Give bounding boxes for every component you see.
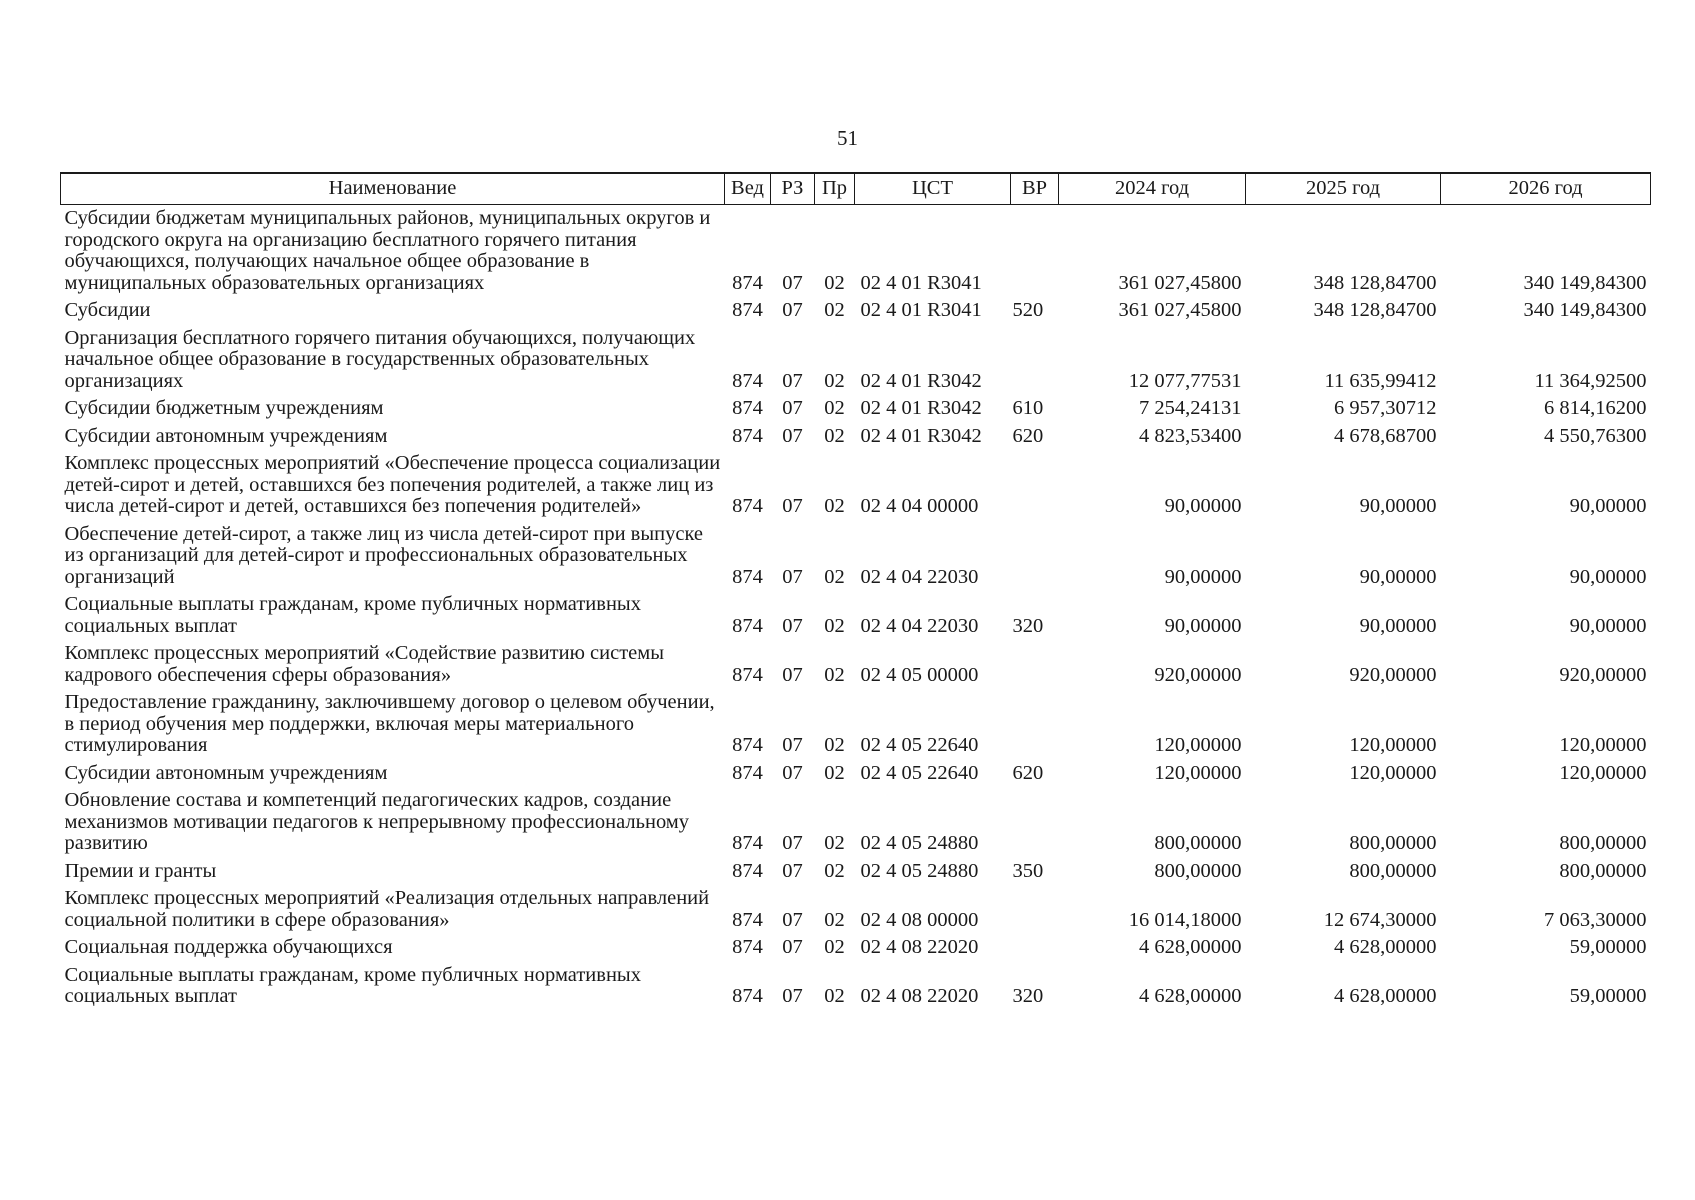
header-2024: 2024 год [1059, 173, 1246, 205]
table-row [61, 395, 1651, 423]
row-value-2024: 120,00000 [1154, 761, 1242, 784]
row-rz: 07 [782, 936, 803, 958]
row-value-2026: 800,00000 [1559, 859, 1647, 882]
row-cst: 02 4 05 22640 [860, 734, 979, 756]
row-name: Премии и гранты [64, 859, 217, 882]
row-value-2025: 4 628,00000 [1334, 985, 1437, 1007]
row-value-2024: 800,00000 [1154, 859, 1242, 882]
row-ved: 874 [732, 985, 763, 1007]
row-rz: 07 [782, 495, 803, 517]
row-vr: 620 [1012, 424, 1044, 447]
row-rz: 07 [782, 663, 803, 686]
row-vr: 320 [1012, 614, 1044, 637]
row-cst: 02 4 05 22640 [860, 761, 979, 784]
row-rz: 07 [782, 271, 803, 294]
row-rz: 07 [782, 985, 803, 1007]
budget-table [60, 172, 1651, 1011]
table-row [61, 962, 1651, 1011]
row-ved: 874 [732, 832, 763, 854]
page-number: 51 [837, 126, 858, 150]
row-name: Обеспечение детей-сирот, а также лиц из числа детей-сирот при выпуске из организаций для детей-сирот и профессиональных образовательных организаций [64, 522, 703, 588]
row-cst: 02 4 01 R3041 [860, 299, 982, 321]
table-body [61, 205, 1651, 1011]
row-rz: 07 [782, 565, 803, 588]
row-ved: 874 [732, 614, 763, 637]
row-name: Социальные выплаты гражданам, кроме публичных нормативных социальных выплат [64, 593, 641, 637]
row-name: Организация бесплатного горячего питания обучающихся, получающих начальное общее образование в государственных образовательных организациях [64, 326, 696, 392]
row-pr: 02 [824, 761, 845, 784]
row-value-2026: 59,00000 [1569, 936, 1647, 958]
table-row [61, 787, 1651, 858]
row-value-2026: 90,00000 [1569, 614, 1647, 637]
row-value-2024: 361 027,45800 [1118, 299, 1242, 321]
row-rz: 07 [782, 734, 803, 756]
header-name: Наименование [61, 173, 725, 205]
row-pr: 02 [824, 936, 845, 958]
row-cst: 02 4 04 00000 [860, 495, 979, 517]
row-value-2024: 90,00000 [1164, 495, 1242, 517]
row-ved: 874 [732, 859, 763, 882]
table-row [61, 325, 1651, 396]
table-row [61, 423, 1651, 451]
row-name: Субсидии автономным учреждениям [64, 424, 388, 447]
row-ved: 874 [732, 565, 763, 588]
row-value-2024: 800,00000 [1154, 832, 1242, 854]
row-pr: 02 [824, 985, 845, 1007]
row-vr [1011, 689, 1059, 760]
row-value-2024: 90,00000 [1164, 565, 1242, 588]
row-value-2025: 6 957,30712 [1334, 397, 1437, 419]
row-name: Комплекс процессных мероприятий «Содействие развитию системы кадрового обеспечения сферы образования» [64, 642, 664, 686]
row-ved: 874 [732, 663, 763, 686]
row-name: Субсидии бюджетным учреждениям [64, 397, 384, 419]
row-rz: 07 [782, 614, 803, 637]
row-value-2024: 12 077,77531 [1128, 369, 1242, 392]
row-vr: 520 [1012, 299, 1044, 321]
row-rz: 07 [782, 397, 803, 419]
table-row [61, 205, 1651, 298]
header-2026: 2026 год [1441, 173, 1651, 205]
row-ved: 874 [732, 299, 763, 321]
row-cst: 02 4 05 24880 [860, 859, 979, 882]
row-ved: 874 [732, 936, 763, 958]
row-vr [1011, 787, 1059, 858]
row-vr [1011, 521, 1059, 592]
row-name: Комплекс процессных мероприятий «Обеспечение процесса социализации детей-сирот и детей, оставшихся без попечения родителей, а также лиц из числа детей-сирот и детей, оставшихся без попечения родителей» [64, 452, 721, 517]
row-name: Социальные выплаты гражданам, кроме публичных нормативных социальных выплат [64, 963, 641, 1007]
row-pr: 02 [824, 908, 845, 931]
header-rz: РЗ [771, 173, 815, 205]
row-pr: 02 [824, 369, 845, 392]
row-pr: 02 [824, 734, 845, 756]
header-ved: Вед [725, 173, 771, 205]
row-value-2026: 11 364,92500 [1534, 369, 1647, 392]
table-row [61, 885, 1651, 934]
row-value-2024: 120,00000 [1154, 734, 1242, 756]
row-cst: 02 4 05 00000 [860, 663, 979, 686]
table-row [61, 934, 1651, 962]
row-value-2025: 12 674,30000 [1323, 908, 1437, 931]
row-cst: 02 4 05 24880 [860, 832, 979, 854]
row-name: Комплекс процессных мероприятий «Реализация отдельных направлений социальной политики в сфере образования» [64, 887, 710, 931]
row-pr: 02 [824, 832, 845, 854]
row-value-2024: 4 628,00000 [1139, 985, 1242, 1007]
row-ved: 874 [732, 734, 763, 756]
row-cst: 02 4 08 00000 [860, 908, 979, 931]
row-cst: 02 4 01 R3042 [860, 424, 982, 447]
row-value-2024: 7 254,24131 [1139, 397, 1242, 419]
row-name: Субсидии бюджетам муниципальных районов, муниципальных округов и городского округа на организацию бесплатного горячего питания обучающихся, получающих начальное общее образование в муниципальных образовательных организациях [64, 207, 711, 294]
row-value-2024: 90,00000 [1164, 614, 1242, 637]
row-cst: 02 4 08 22020 [860, 936, 979, 958]
row-vr [1011, 640, 1059, 689]
row-value-2025: 90,00000 [1359, 565, 1437, 588]
row-ved: 874 [732, 271, 763, 294]
row-name: Предоставление гражданину, заключившему договор о целевом обучении, в период обучения мер поддержки, включая меры материального стимулирования [64, 691, 715, 756]
row-cst: 02 4 04 22030 [860, 565, 979, 588]
row-cst: 02 4 01 R3042 [860, 397, 982, 419]
header-pr: Пр [815, 173, 855, 205]
row-name: Субсидии [64, 299, 151, 321]
row-vr [1011, 934, 1059, 962]
row-value-2025: 11 635,99412 [1324, 369, 1437, 392]
row-value-2025: 90,00000 [1359, 495, 1437, 517]
row-rz: 07 [782, 859, 803, 882]
row-value-2026: 90,00000 [1569, 565, 1647, 588]
row-value-2026: 800,00000 [1559, 832, 1647, 854]
row-ved: 874 [732, 761, 763, 784]
row-value-2026: 340 149,84300 [1523, 299, 1647, 321]
row-vr: 320 [1012, 985, 1044, 1007]
row-value-2026: 4 550,76300 [1544, 424, 1647, 447]
row-value-2025: 4 628,00000 [1334, 936, 1437, 958]
row-value-2025: 120,00000 [1349, 734, 1437, 756]
row-value-2025: 4 678,68700 [1334, 424, 1437, 447]
row-value-2026: 7 063,30000 [1544, 908, 1647, 931]
row-value-2025: 90,00000 [1359, 614, 1437, 637]
row-ved: 874 [732, 495, 763, 517]
row-value-2025: 800,00000 [1349, 859, 1437, 882]
row-ved: 874 [732, 424, 763, 447]
row-vr: 610 [1012, 397, 1044, 419]
table-row [61, 297, 1651, 325]
row-pr: 02 [824, 271, 845, 294]
row-ved: 874 [732, 369, 763, 392]
row-value-2025: 800,00000 [1349, 832, 1437, 854]
row-value-2026: 90,00000 [1569, 495, 1647, 517]
row-value-2025: 348 128,84700 [1313, 299, 1437, 321]
row-value-2026: 6 814,16200 [1544, 397, 1647, 419]
row-value-2026: 59,00000 [1569, 985, 1647, 1007]
row-value-2024: 16 014,18000 [1128, 908, 1242, 931]
table-row [61, 760, 1651, 788]
table-row [61, 640, 1651, 689]
row-value-2025: 920,00000 [1349, 663, 1437, 686]
row-vr: 620 [1012, 761, 1044, 784]
row-value-2024: 4 823,53400 [1139, 424, 1242, 447]
row-value-2024: 920,00000 [1154, 663, 1242, 686]
row-rz: 07 [782, 424, 803, 447]
header-cst: ЦСТ [855, 173, 1011, 205]
row-value-2026: 120,00000 [1559, 734, 1647, 756]
row-value-2026: 920,00000 [1559, 663, 1647, 686]
row-rz: 07 [782, 761, 803, 784]
table-row [61, 858, 1651, 886]
row-pr: 02 [824, 859, 845, 882]
row-pr: 02 [824, 495, 845, 517]
row-pr: 02 [824, 397, 845, 419]
row-value-2024: 361 027,45800 [1118, 271, 1242, 294]
table-row [61, 450, 1651, 521]
table-header-row [61, 173, 1651, 205]
row-pr: 02 [824, 614, 845, 637]
row-ved: 874 [732, 908, 763, 931]
row-pr: 02 [824, 663, 845, 686]
row-vr [1011, 325, 1059, 396]
table-row [61, 521, 1651, 592]
row-pr: 02 [824, 424, 845, 447]
row-value-2026: 120,00000 [1559, 761, 1647, 784]
row-vr: 350 [1012, 859, 1044, 882]
row-value-2025: 348 128,84700 [1313, 271, 1437, 294]
row-rz: 07 [782, 369, 803, 392]
row-ved: 874 [732, 397, 763, 419]
row-cst: 02 4 04 22030 [860, 614, 979, 637]
row-vr [1011, 450, 1059, 521]
row-cst: 02 4 01 R3042 [860, 369, 982, 392]
row-cst: 02 4 01 R3041 [860, 271, 982, 294]
header-2025: 2025 год [1246, 173, 1441, 205]
row-vr [1011, 205, 1059, 298]
table-row [61, 591, 1651, 640]
row-rz: 07 [782, 832, 803, 854]
row-name: Социальная поддержка обучающихся [64, 936, 393, 958]
table-row [61, 689, 1651, 760]
row-value-2026: 340 149,84300 [1523, 271, 1647, 294]
row-rz: 07 [782, 908, 803, 931]
row-value-2025: 120,00000 [1349, 761, 1437, 784]
row-name: Субсидии автономным учреждениям [64, 761, 388, 784]
row-rz: 07 [782, 299, 803, 321]
row-cst: 02 4 08 22020 [860, 985, 979, 1007]
row-vr [1011, 885, 1059, 934]
header-vr: ВР [1011, 173, 1059, 205]
row-value-2024: 4 628,00000 [1139, 936, 1242, 958]
row-pr: 02 [824, 565, 845, 588]
row-name: Обновление состава и компетенций педагогических кадров, создание механизмов мотивации педагогов к непрерывному профессиональному развитию [64, 789, 690, 854]
row-pr: 02 [824, 299, 845, 321]
